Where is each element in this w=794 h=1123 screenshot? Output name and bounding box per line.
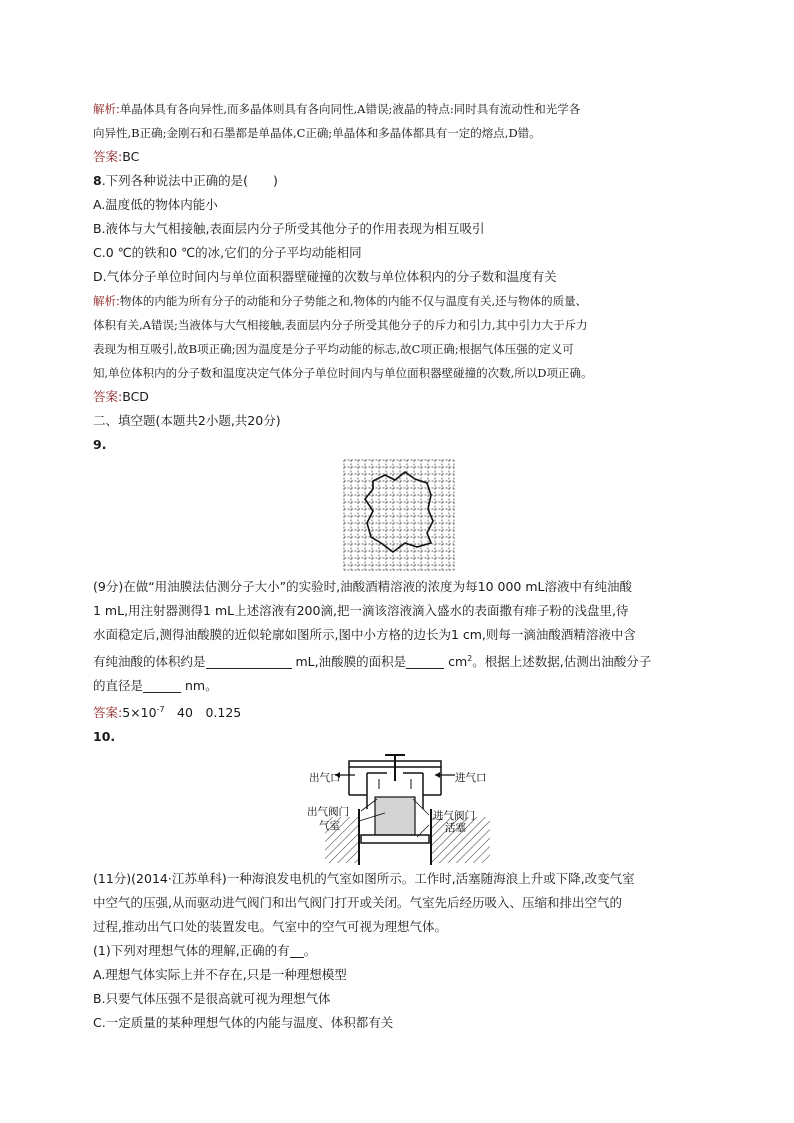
q8-explanation-line3: 表现为相互吸引,故B项正确;因为温度是分子平均动能的标志,故C项正确;根据气体压强的定义可 [93, 342, 574, 356]
q7-explanation [93, 97, 713, 121]
answer-exponent: -7 [156, 705, 165, 715]
answer-label: 答案: [93, 705, 123, 721]
q8-option-a: A.温度低的物体内能小 [93, 197, 218, 212]
text-fragment: 的直径是 [93, 678, 144, 694]
oil-film-grid-diagram [343, 459, 455, 571]
q9-text-line5 [93, 674, 713, 698]
fill-blank-volume[interactable] [206, 654, 292, 669]
explanation-label: 解析: [93, 102, 120, 116]
answer-value-rest: 40 0.125 [164, 705, 242, 721]
question-dot: . [101, 437, 107, 452]
q10-number [93, 725, 713, 749]
q9-text-line4 [93, 647, 713, 674]
q8-option-b: B.液体与大气相接触,表面层内分子所受其他分子的作用表现为相互吸引 [93, 221, 485, 236]
text-fragment: 有纯油酸的体积约是 [93, 654, 206, 670]
inlet-label: 进气口 [455, 772, 487, 785]
answer-value: BCD [122, 389, 149, 404]
answer-label: 答案: [93, 389, 123, 404]
outlet-label: 出气口 [309, 772, 341, 785]
q7-explanation-line2: 向异性,B正确;金刚石和石墨都是单晶体,C正确;单晶体和多晶体都具有一定的熔点,D错。 [93, 126, 541, 140]
chamber-label: 气室 [319, 820, 340, 833]
text-fragment: 。 [303, 943, 317, 959]
answer-label: 答案: [93, 149, 123, 164]
question-number: 10 [93, 729, 111, 745]
wave-generator-figure [93, 749, 713, 867]
q10-text-line2: 中空气的压强,从而驱动进气阀门和出气阀门打开或关闭。气室先后经历吸入、压缩和排出空气的 [93, 895, 622, 911]
inlet-valve-label: 进气阀门 [433, 810, 475, 823]
q8-answer [93, 385, 713, 409]
question-number: 9 [93, 437, 102, 452]
question-text: .下列各种说法中正确的是( ) [101, 173, 278, 188]
q10-option-c: C.一定质量的某种理想气体的内能与温度、体积都有关 [93, 1015, 394, 1031]
fill-blank-diameter[interactable] [143, 678, 181, 693]
q9-text-line3: 水面稳定后,测得油酸膜的近似轮廓如图所示,图中小方格的边长为1 cm,则每一滴油酸酒精溶液中含 [93, 627, 636, 642]
q8-explanation-line2: 体积有关,A错误;当液体与大气相接触,表面层内分子所受其他分子的斥力和引力,其中引力大于斥力 [93, 318, 588, 332]
text-fragment: cm [444, 654, 468, 670]
explanation-text: 物体的内能为所有分子的动能和分子势能之和,物体的内能不仅与温度有关,还与物体的质量、 [119, 294, 588, 308]
section-title: 二、填空题(本题共2小题,共20分) [93, 413, 281, 428]
fill-blank-choice[interactable] [290, 943, 304, 958]
q8-explanation [93, 289, 713, 313]
q10-option-b: B.只要气体压强不是很高就可视为理想气体 [93, 991, 331, 1007]
q10-text-line3: 过程,推动出气口处的装置发电。气室中的空气可视为理想气体。 [93, 919, 447, 935]
superscript: 2 [467, 654, 473, 663]
q8-explanation-line4: 知,单位体积内的分子数和温度决定气体分子单位时间内与单位面积器壁碰撞的次数,所以D项正确。 [93, 366, 593, 380]
q9-number [93, 433, 713, 457]
explanation-label: 解析: [93, 294, 120, 308]
explanation-text: 单晶体具有各向异性,而多晶体则具有各向同性,A错误;液晶的特点:同时具有流动性和光学各 [119, 102, 581, 116]
answer-value: 5×10 [122, 705, 157, 721]
text-fragment: 。根据上述数据,估测出油酸分子 [472, 654, 652, 670]
answer-value: BC [122, 149, 140, 164]
text-fragment: mL,油酸膜的面积是 [291, 654, 407, 670]
q9-text-line2: 1 mL,用注射器测得1 mL上述溶液有200滴,把一滴该溶液滴入盛水的表面撒有痱子粉的浅盘里,待 [93, 603, 629, 618]
q8-stem [93, 169, 713, 193]
q10-sub1 [93, 939, 713, 963]
question-number: 8 [93, 173, 102, 188]
q9-text-line1: (9分)在做“用油膜法估测分子大小”的实验时,油酸酒精溶液的浓度为每10 000 mL溶液中有纯油酸 [93, 579, 632, 594]
q8-option-c: C.0 ℃的铁和0 ℃的冰,它们的分子平均动能相同 [93, 245, 362, 260]
q10-option-a: A.理想气体实际上并不存在,只是一种理想模型 [93, 967, 347, 983]
outlet-valve-label: 出气阀门 [307, 806, 349, 819]
q8-option-d: D.气体分子单位时间内与单位面积器壁碰撞的次数与单位体积内的分子数和温度有关 [93, 269, 557, 284]
q9-answer [93, 698, 713, 725]
fill-blank-area[interactable] [406, 654, 444, 669]
oil-film-outline [365, 472, 433, 552]
oil-film-figure [93, 457, 713, 575]
text-fragment: nm。 [181, 678, 218, 694]
piston-label: 活塞 [445, 822, 466, 835]
page-content [93, 97, 713, 1035]
q10-text-line1: (11分)(2014·江苏单科)一种海浪发电机的气室如图所示。工作时,活塞随海浪上升或下降,改变气室 [93, 871, 635, 887]
question-dot: . [110, 729, 116, 745]
text-fragment: (1)下列对理想气体的理解,正确的有 [93, 943, 290, 959]
q7-answer [93, 145, 713, 169]
air-chamber-diagram [305, 751, 505, 865]
